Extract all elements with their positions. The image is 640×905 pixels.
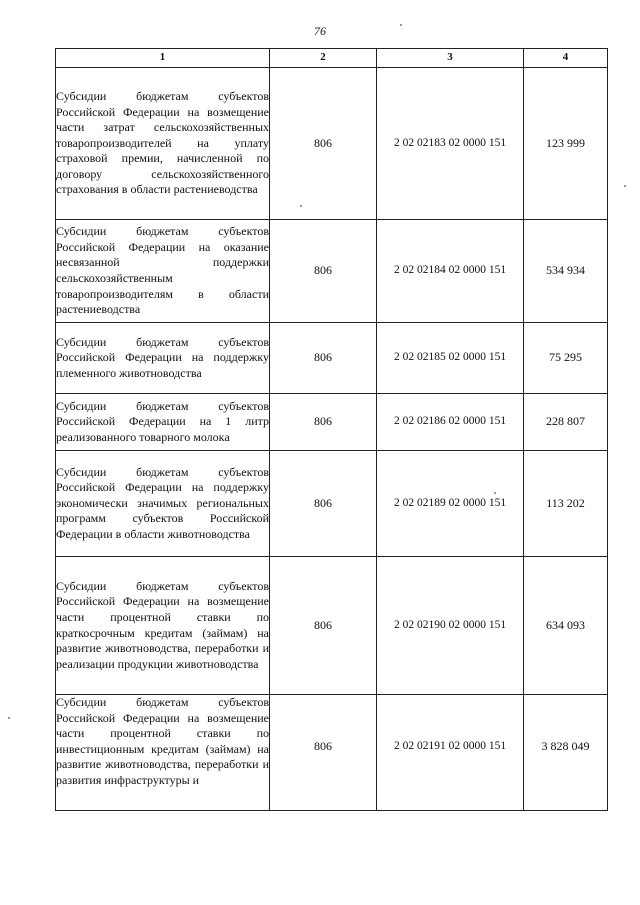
scan-speck bbox=[400, 24, 402, 26]
row-amount: 113 202 bbox=[524, 451, 608, 557]
row-budget-code: 2 02 02191 02 0000 151 bbox=[377, 695, 524, 811]
page-number: 76 bbox=[314, 24, 326, 38]
row-amount: 75 295 bbox=[524, 323, 608, 394]
table-row bbox=[56, 323, 608, 394]
row-description: Субсидии бюджетам субъектов Российской Федерации на возмещение части процентной ставки по краткосрочным кредитам (займам) на развитие животноводства, переработки и реализации продукции животноводства bbox=[56, 557, 270, 695]
row-budget-code: 2 02 02186 02 0000 151 bbox=[377, 394, 524, 451]
row-admin-code: 806 bbox=[270, 220, 377, 323]
row-description: Субсидии бюджетам субъектов Российской Федерации на возмещение части затрат сельскохозяйственных товаропроизводителей на уплату страховой премии, начисленной по договору сельскохозяйственного страхования в области растениеводства bbox=[56, 68, 270, 220]
header-row bbox=[56, 49, 608, 68]
row-budget-code: 2 02 02183 02 0000 151 bbox=[377, 68, 524, 220]
table-row bbox=[56, 394, 608, 451]
table-row bbox=[56, 68, 608, 220]
row-amount: 3 828 049 bbox=[524, 695, 608, 811]
row-description: Субсидии бюджетам субъектов Российской Федерации на поддержку племенного животноводства bbox=[56, 323, 270, 394]
row-amount: 634 093 bbox=[524, 557, 608, 695]
row-admin-code: 806 bbox=[270, 557, 377, 695]
column-header-1: 1 bbox=[56, 49, 270, 68]
column-header-2: 2 bbox=[270, 49, 377, 68]
table-row bbox=[56, 451, 608, 557]
row-description: Субсидии бюджетам субъектов Российской Федерации на 1 литр реализованного товарного молока bbox=[56, 394, 270, 451]
subsidies-table bbox=[55, 48, 608, 811]
scan-speck bbox=[300, 205, 302, 207]
row-admin-code: 806 bbox=[270, 323, 377, 394]
table-row bbox=[56, 557, 608, 695]
row-amount: 228 807 bbox=[524, 394, 608, 451]
row-budget-code: 2 02 02189 02 0000 151 bbox=[377, 451, 524, 557]
row-admin-code: 806 bbox=[270, 451, 377, 557]
row-admin-code: 806 bbox=[270, 394, 377, 451]
row-description: Субсидии бюджетам субъектов Российской Федерации на возмещение части процентной ставки по инвестиционным кредитам (займам) на развитие животноводства, переработки и развития инфраструктуры и bbox=[56, 695, 270, 811]
scan-speck bbox=[494, 492, 496, 494]
scan-speck bbox=[624, 185, 626, 187]
table-row bbox=[56, 695, 608, 811]
row-budget-code: 2 02 02190 02 0000 151 bbox=[377, 557, 524, 695]
row-amount: 534 934 bbox=[524, 220, 608, 323]
column-header-4: 4 bbox=[524, 49, 608, 68]
row-amount: 123 999 bbox=[524, 68, 608, 220]
row-budget-code: 2 02 02184 02 0000 151 bbox=[377, 220, 524, 323]
scan-speck bbox=[8, 717, 10, 719]
row-budget-code: 2 02 02185 02 0000 151 bbox=[377, 323, 524, 394]
row-admin-code: 806 bbox=[270, 68, 377, 220]
row-description: Субсидии бюджетам субъектов Российской Федерации на поддержку экономически значимых региональных программ субъектов Российской Федерации в области животноводства bbox=[56, 451, 270, 557]
row-description: Субсидии бюджетам субъектов Российской Федерации на оказание несвязанной поддержки сельскохозяйственным товаропроизводителям в области растениеводства bbox=[56, 220, 270, 323]
table-row bbox=[56, 220, 608, 323]
row-admin-code: 806 bbox=[270, 695, 377, 811]
column-header-3: 3 bbox=[377, 49, 524, 68]
